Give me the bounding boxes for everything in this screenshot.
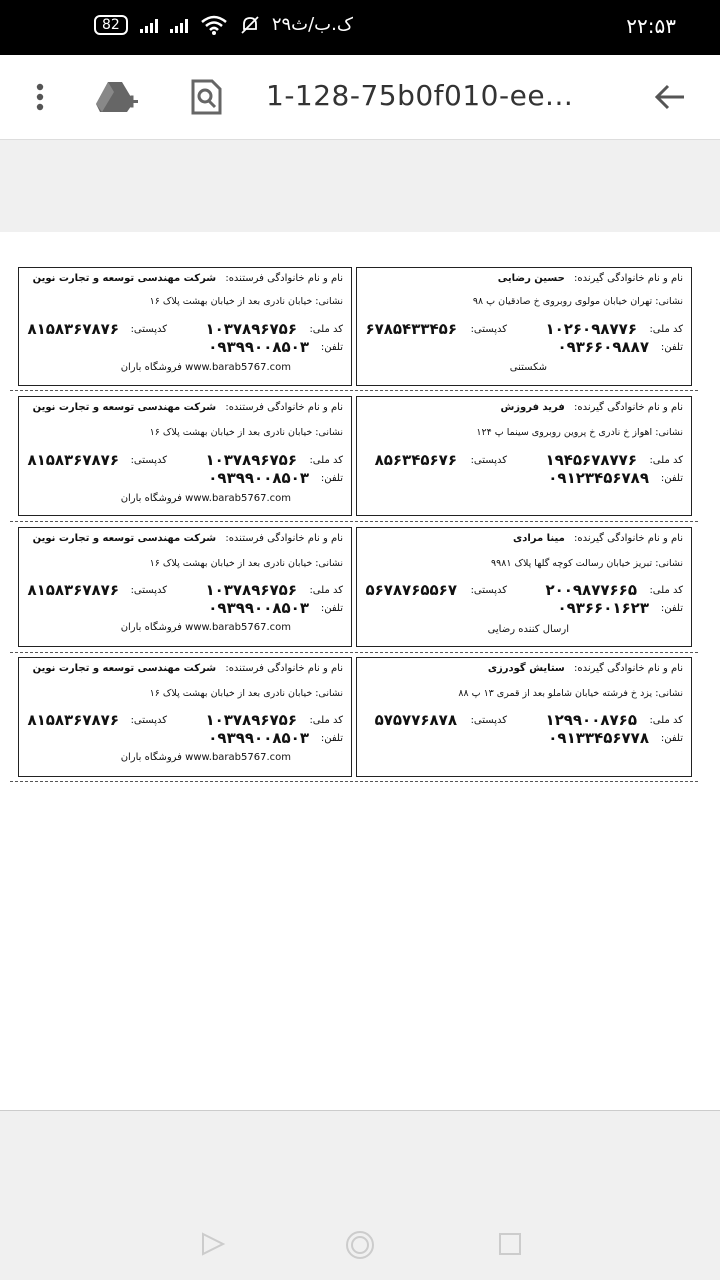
back-nav-icon[interactable] — [200, 1232, 226, 1260]
receiver-label-3: نام و نام خانوادگی گیرنده: مینا مرادی نشانی: تبریز خیابان رسالت کوچه گلها پلاک ۹۹۸۱ کد ملی: ۲۰۰۹۸۷۷۶۶۵ کدپستی: ۵۶۷۸۷۶۵۵۶۷ تلفن: ۰۹۳۶۶۰۱۶۲۳ ارسال کننده رضایی — [356, 527, 692, 647]
back-arrow-icon[interactable] — [648, 75, 692, 119]
sender-label-2: نام و نام خانوادگی فرستنده: شرکت مهندسی توسعه و تجارت نوین نشانی: خیابان نادری بعد از خیابان بهشت پلاک ۱۶ کد ملی: ۱۰۳۷۸۹۶۷۵۶ کدپستی: ۸۱۵۸۳۶۷۸۷۶ تلفن: ۰۹۳۹۹۰۰۸۵۰۳ www.barab5767.com فروشگاه باران — [18, 396, 352, 516]
receiver-label-1: نام و نام خانوادگی گیرنده: حسین رضایی نشانی: تهران خیابان مولوی روبروی خ صادقیان پ ۹۸ کد ملی: ۱۰۲۶۰۹۸۷۷۶ کدپستی: ۶۷۸۵۴۳۳۴۵۶ تلفن: ۰۹۳۶۶۰۹۸۸۷ شکستنی — [356, 267, 692, 386]
carrier-text: ۲۹ک.ب/ث — [271, 14, 353, 35]
receiver-label-4: نام و نام خانوادگی گیرنده: ستایش گودرزی نشانی: یزد خ فرشته خیابان شاملو بعد از قمری ۱۳ پ ۸۸ کد ملی: ۱۲۹۹۰۰۸۷۶۵ کدپستی: ۵۷۵۷۷۶۸۷۸ تلفن: ۰۹۱۳۳۴۵۶۷۷۸ — [356, 657, 692, 777]
mute-notification-icon — [240, 15, 260, 35]
cut-line — [10, 781, 698, 782]
status-icons — [94, 14, 353, 35]
sender-label-4: نام و نام خانوادگی فرستنده: شرکت مهندسی توسعه و تجارت نوین نشانی: خیابان نادری بعد از خیابان بهشت پلاک ۱۶ کد ملی: ۱۰۳۷۸۹۶۷۵۶ کدپستی: ۸۱۵۸۳۶۷۸۷۶ تلفن: ۰۹۳۹۹۰۰۸۵۰۳ www.barab5767.com فروشگاه باران — [18, 657, 352, 777]
signal-icon — [140, 17, 158, 33]
cut-line — [10, 521, 698, 522]
drive-add-icon[interactable] — [94, 75, 142, 119]
more-options-icon[interactable] — [22, 75, 58, 119]
status-bar — [0, 0, 720, 55]
signal-icon-2 — [170, 17, 188, 33]
document-title: 1-128-75b0f010-ee... — [266, 79, 574, 112]
cut-line — [10, 652, 698, 653]
sender-label-3: نام و نام خانوادگی فرستنده: شرکت مهندسی توسعه و تجارت نوین نشانی: خیابان نادری بعد از خیابان بهشت پلاک ۱۶ کد ملی: ۱۰۳۷۸۹۶۷۵۶ کدپستی: ۸۱۵۸۳۶۷۸۷۶ تلفن: ۰۹۳۹۹۰۰۸۵۰۳ www.barab5767.com فروشگاه باران — [18, 527, 352, 647]
recents-nav-icon[interactable] — [498, 1232, 522, 1260]
home-nav-icon[interactable] — [344, 1230, 376, 1264]
receiver-label-2: نام و نام خانوادگی گیرنده: فرید فروزش نشانی: اهواز خ نادری خ پروین روبروی سینما پ ۱۲۴ کد ملی: ۱۹۴۵۶۷۸۷۷۶ کدپستی: ۸۵۶۳۴۵۶۷۶ تلفن: ۰۹۱۲۳۴۵۶۷۸۹ — [356, 396, 692, 516]
wifi-icon — [200, 15, 228, 35]
clock: ۲۲:۵۳ — [626, 14, 676, 38]
pdf-page — [0, 232, 720, 1111]
cut-line — [10, 390, 698, 391]
sender-label-1: نام و نام خانوادگی فرستنده: شرکت مهندسی توسعه و تجارت نوین نشانی: خیابان نادری بعد از خیابان بهشت پلاک ۱۶ کد ملی: ۱۰۳۷۸۹۶۷۵۶ کدپستی: ۸۱۵۸۳۶۷۸۷۶ تلفن: ۰۹۳۹۹۰۰۸۵۰۳ www.barab5767.com فروشگاه باران — [18, 267, 352, 386]
navigation-bar — [0, 1200, 720, 1280]
find-in-document-icon[interactable] — [186, 75, 226, 119]
battery-icon: 82 — [94, 15, 128, 35]
app-toolbar — [0, 55, 720, 140]
